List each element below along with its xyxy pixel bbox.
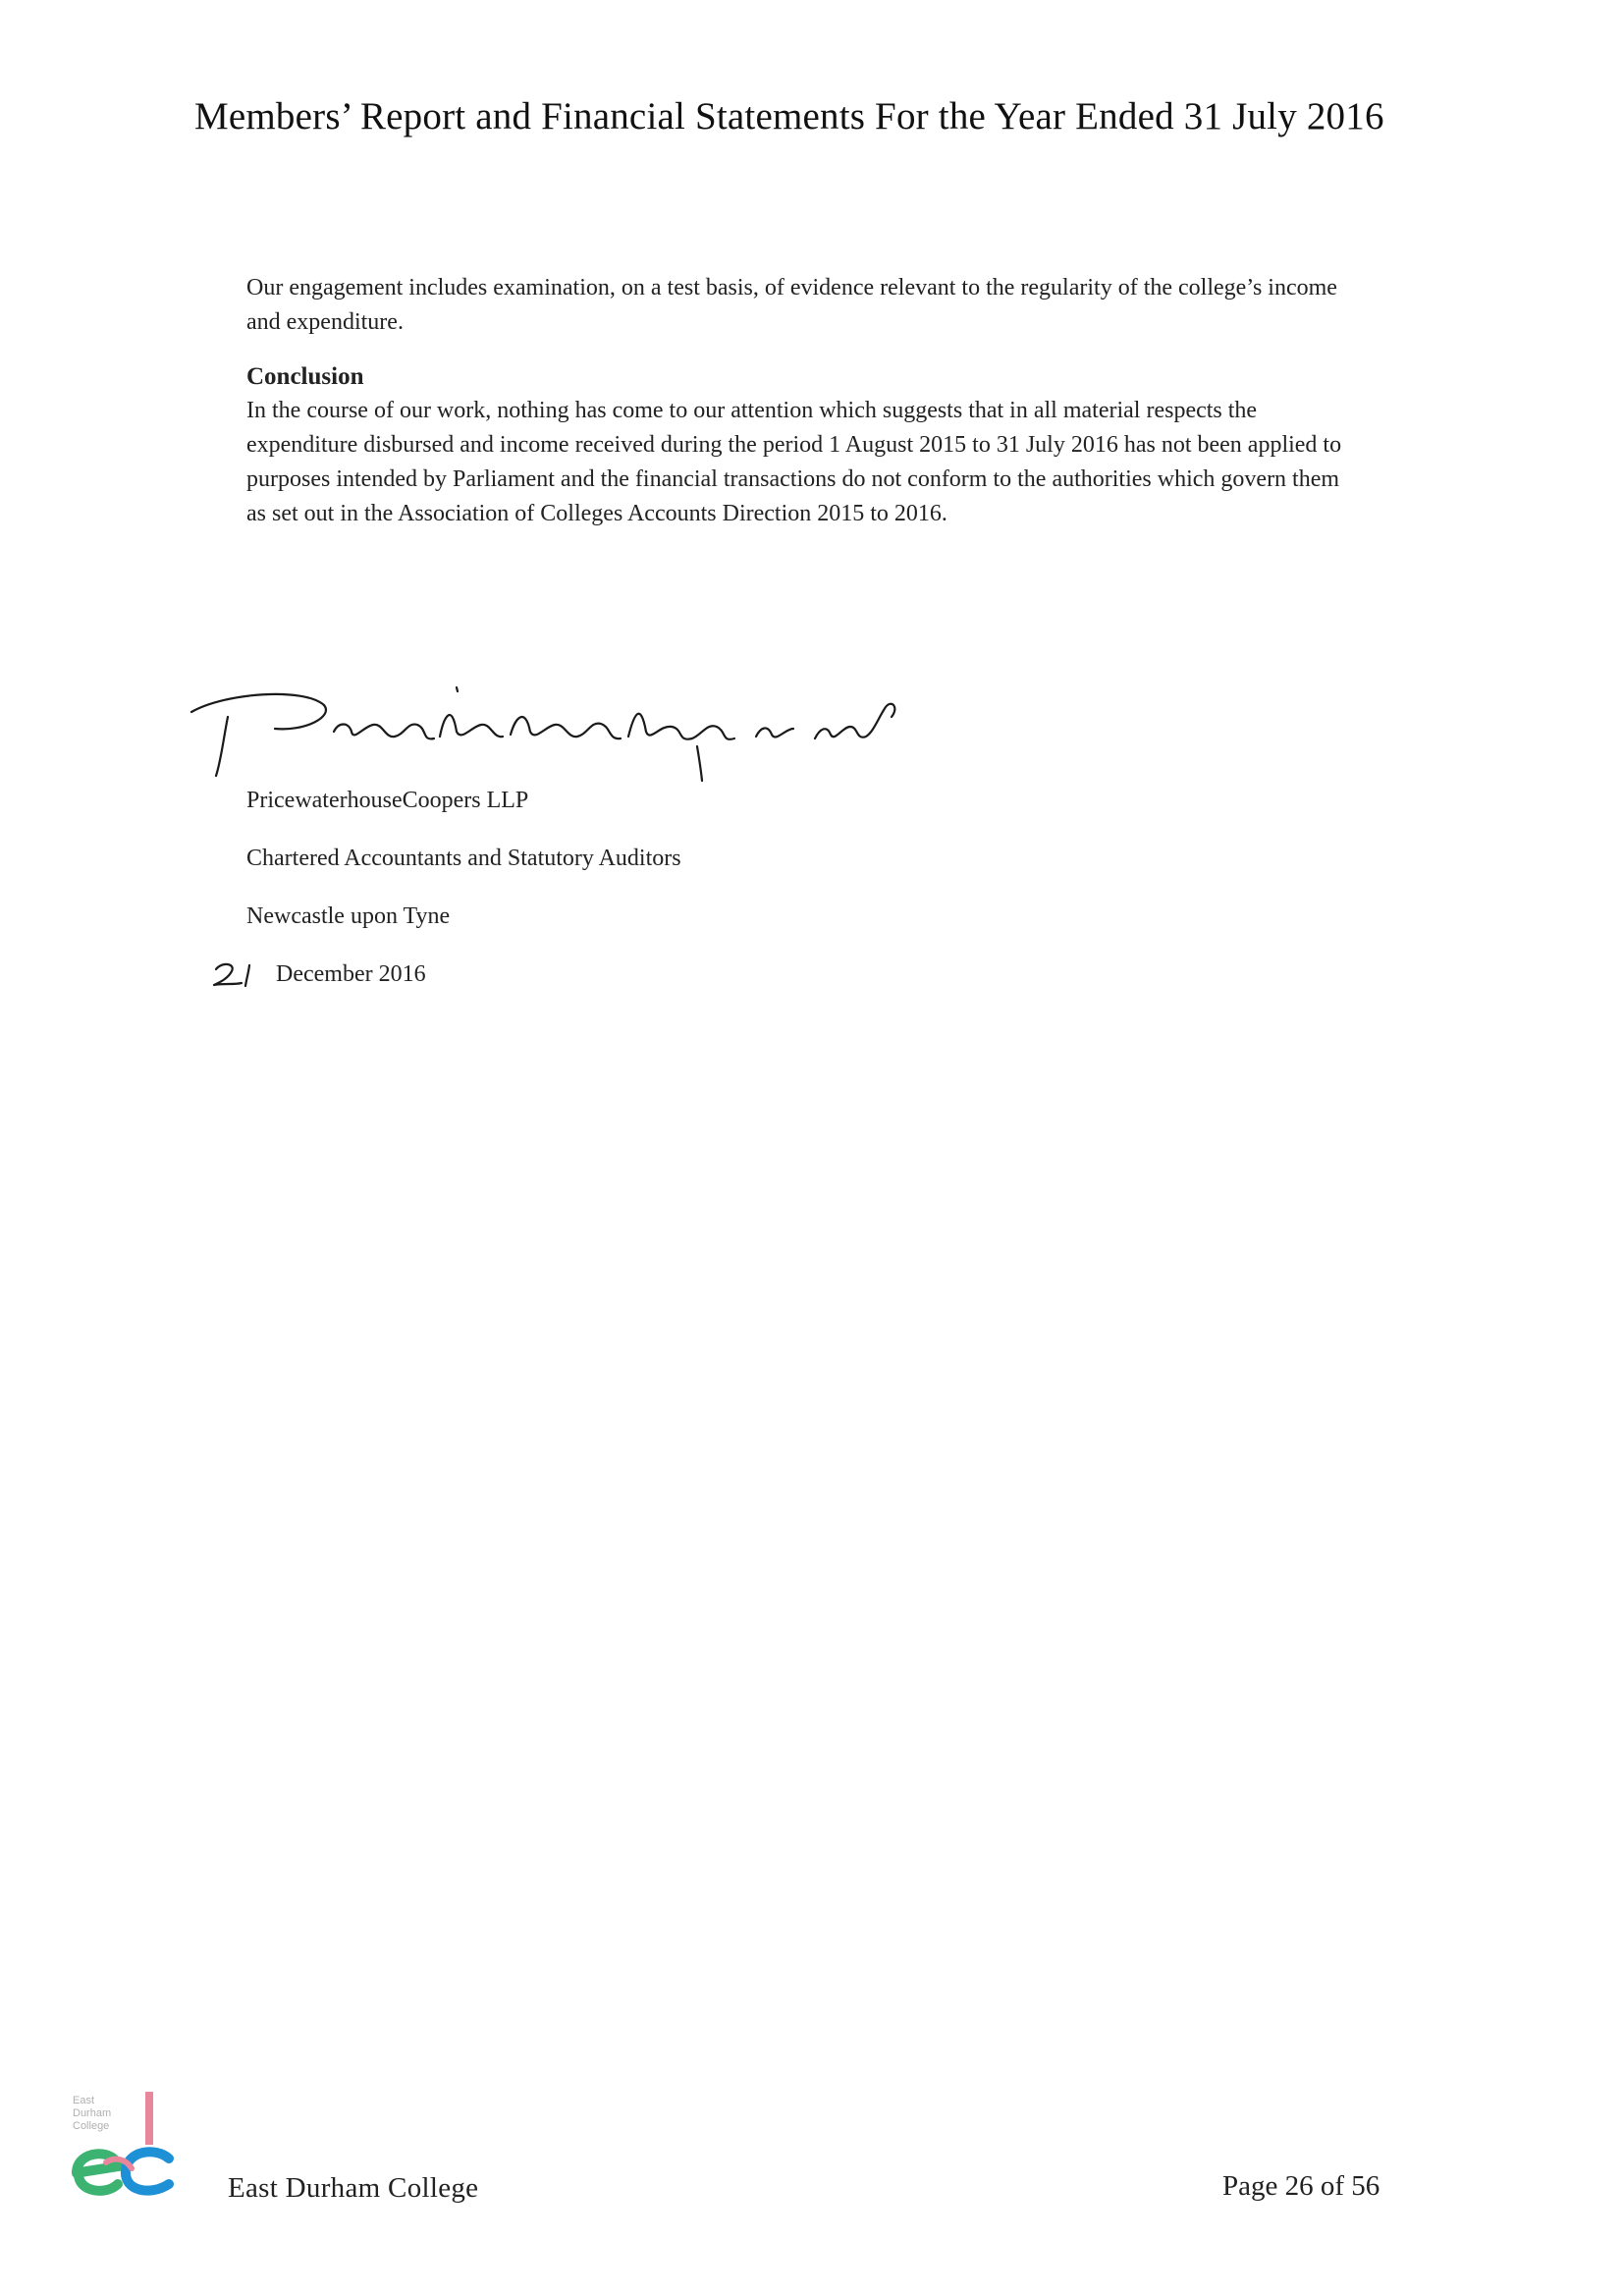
page-number: Page 26 of 56 [1222,2170,1380,2202]
svg-text:East: East [73,2095,95,2106]
auditor-signoff [246,784,681,1015]
auditor-location: Newcastle upon Tyne [246,903,451,929]
date-month-year: December 2016 [276,961,426,987]
page-title: Members’ Report and Financial Statements For the Year Ended 31 July 2016 [194,95,1384,137]
auditor-role: Chartered Accountants and Statutory Auditors [246,846,681,871]
firm-name: PricewaterhouseCoopers LLP [246,788,529,813]
svg-text:Durham: Durham [73,2107,112,2119]
conclusion-paragraph: In the course of our work, nothing has come to our attention which suggests that in all material respects the expenditure disbursed and income received during the period 1 August 2015 to 31 July 2016 has not been applied to purposes intended by Parliament and the financial transactions do not conform to the authorities which govern them as set out in the Association of Colleges Accounts Direction 2015 to 2016. [246,398,1342,526]
report-body [246,271,1356,531]
engagement-paragraph: Our engagement includes examination, on a test basis, of evidence relevant to the regularity of the college’s income and expenditure. [246,275,1337,335]
handwritten-day [212,959,255,989]
signoff-date [246,957,681,1015]
conclusion-heading: Conclusion [246,363,364,390]
signature-graphic [187,678,933,786]
footer-college-name: East Durham College [228,2172,479,2204]
handwritten-signature [187,678,933,786]
svg-text:College: College [73,2120,110,2132]
east-durham-college-logo [67,2090,177,2204]
